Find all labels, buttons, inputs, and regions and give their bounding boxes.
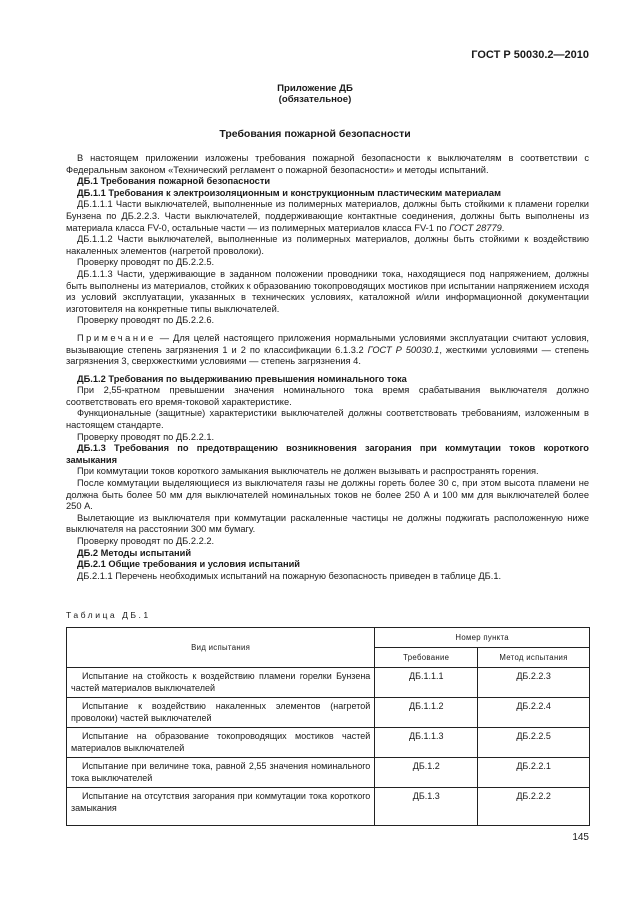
paragraph: В настоящем приложении изложены требования пожарной безопасности к выключателям в соответствии с Федеральным законом «Технический регламент о пожарной безопасности» и методы испытаний.: [66, 153, 589, 175]
table-row: [67, 788, 590, 826]
cell-method: ДБ.2.2.2: [478, 788, 590, 826]
table-header-row: [67, 628, 590, 648]
paragraph: При коммутации токов короткого замыкания выключатель не должен вызывать и распространять горения.: [77, 466, 539, 477]
table-row: [67, 698, 590, 728]
table-row: [67, 758, 590, 788]
header-requirement: Требование: [375, 648, 478, 668]
document-body: [66, 153, 589, 582]
paragraph: Проверку проводят по ДБ.2.2.5.: [77, 257, 215, 268]
paragraph: Вылетающие из выключателя при коммутации раскаленные частицы не должны поджигать расположенную ниже выключателя на расстоянии 300 мм бумагу.: [66, 512, 589, 535]
paragraph: Проверку проводят по ДБ.2.2.1.: [77, 431, 215, 442]
paragraph: Функциональные (защитные) характеристики выключателей должны соответствовать требованиям, изложенным в настоящем стандарте.: [66, 408, 589, 431]
cell-requirement: ДБ.1.1.1: [375, 668, 478, 698]
paragraph: Проверку проводят по ДБ.2.2.2.: [77, 536, 215, 546]
cell-method: ДБ.2.2.1: [478, 758, 590, 788]
heading-db1: ДБ.1 Требования пожарной безопасности: [77, 176, 271, 187]
reference: ГОСТ 28779: [449, 222, 502, 233]
tests-table: [66, 627, 590, 826]
table-row: [67, 728, 590, 758]
header-item-no: Номер пункта: [375, 628, 590, 648]
heading-db21: ДБ.2.1 Общие требования и условия испытаний: [77, 559, 301, 570]
reference: ГОСТ Р 50030.1: [367, 344, 440, 355]
cell-method: ДБ.2.2.4: [478, 698, 590, 728]
cell-method: ДБ.2.2.3: [478, 668, 590, 698]
paragraph-db112: ДБ.1.1.2 Части выключателей, выполненные из полимерных материалов, должны быть стойкими к воздействию накаленных элементов (нагретой проволоки).: [66, 234, 589, 256]
paragraph: Проверку проводят по ДБ.2.2.6.: [77, 315, 215, 326]
header-test-type: Вид испытания: [67, 628, 375, 668]
paragraph-db113: ДБ.1.1.3 Части, удерживающие в заданном положении проводники тока, находящиеся под напряжением, должны быть выполнены из материалов, стойких к образованию токопроводящих мостиков при испытании напряжением исходя из условий эксплуатации, указанных в технических условиях, каталожной и/или информационной документации изготовителя на конкретные типы выключателей.: [66, 268, 589, 314]
cell-test: Испытание к воздействию накаленных элементов (нагретой проволоки) частей выключателей: [67, 698, 375, 728]
cell-requirement: ДБ.1.2: [375, 758, 478, 788]
heading-db13: ДБ.1.3 Требования по предотвращению возникновения загорания при коммутации токов короткого замыкания: [66, 443, 589, 465]
cell-requirement: ДБ.1.1.2: [375, 698, 478, 728]
cell-requirement: ДБ.1.1.3: [375, 728, 478, 758]
cell-test: Испытание на отсутствия загорания при коммутации тока короткого замыкания: [67, 788, 375, 826]
annex-status: (обязательное): [278, 94, 352, 105]
cell-requirement: ДБ.1.3: [375, 788, 478, 826]
annex-title: Приложение ДБ: [277, 83, 353, 94]
note-label: Примечание: [77, 332, 156, 343]
note-text: — Для целей настоящего приложения нормальными условиями эксплуатации считают условия, вызывающие степень загрязнения 1 и 2 по классификации 6.1.3.2: [66, 332, 589, 355]
heading-db11: ДБ.1.1 Требования к электроизоляционным и конструкционным пластическим материалам: [77, 187, 501, 198]
cell-test: Испытание на стойкость к воздействию пламени горелки Бунзена частей материалов выключателей: [67, 668, 375, 698]
standard-designation: ГОСТ Р 50030.2—2010: [471, 49, 589, 61]
heading-db2: ДБ.2 Методы испытаний: [77, 547, 192, 558]
note: [66, 333, 589, 368]
paragraph-db111: ДБ.1.1.1 Части выключателей, выполненные из полимерных материалов, должны быть стойкими к пламени горелки Бунзена по ДБ.2.2.3. Части выключателей, поддерживающие контактные соединения, должны быть выполнены из материала класса FV-0, остальные части — из полимерных материалов класса FV-1 по ГОСТ 28779.: [66, 199, 589, 233]
cell-test: Испытание на образование токопроводящих мостиков частей материалов выключателей: [67, 728, 375, 758]
annex-heading: [0, 83, 630, 105]
cell-test: Испытание при величине тока, равной 2,55 значения номинального тока выключателей: [67, 758, 375, 788]
section-title: Требования пожарной безопасности: [219, 128, 411, 140]
header-method: Метод испытания: [478, 648, 590, 668]
paragraph: При 2,55-кратном превышении значения номинального тока время срабатывания выключателя должно соответствовать его время-токовой характеристике.: [66, 385, 589, 407]
paragraph: ДБ.2.1.1 Перечень необходимых испытаний на пожарную безопасность приведен в таблице ДБ.1.: [77, 570, 502, 581]
text: ДБ.1.1.1 Части выключателей, выполненные из полимерных материалов, должны быть стойкими к пламени горелки Бунзена по ДБ.2.2.3. Части выключателей, поддерживающие контактные соединения, должны быть выполнены из материала класса FV-0, остальные части — из полимерных материалов класса FV-1 по: [66, 199, 589, 233]
page-number: 145: [572, 832, 589, 843]
heading-db12: ДБ.1.2 Требования по выдерживанию превышения номинального тока: [77, 373, 407, 384]
table-row: [67, 668, 590, 698]
table-caption: Таблица ДБ.1: [66, 610, 151, 620]
paragraph: После коммутации выделяющиеся из выключателя газы не должны гореть более 30 с, при этом высота пламени не должна быть более 50 мм для выключателей номинальных токов не более 250 А и 100 мм для выключателей более 250 А.: [66, 478, 589, 512]
cell-method: ДБ.2.2.5: [478, 728, 590, 758]
note-text: , жесткими условиями — степень загрязнения 3, сверхжесткими условиями — степень загрязнения 4.: [66, 344, 589, 367]
